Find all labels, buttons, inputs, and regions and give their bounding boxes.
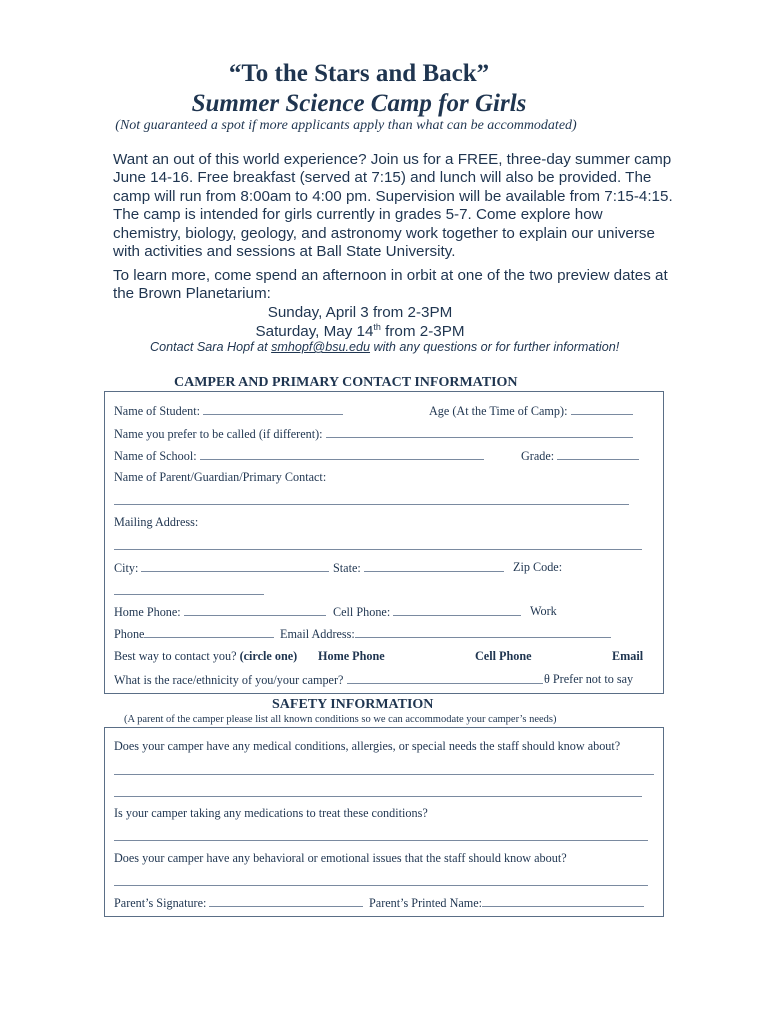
parent-name-line[interactable] xyxy=(114,504,629,505)
preview-date-1: Sunday, April 3 from 2-3PM xyxy=(267,304,453,321)
option-email[interactable]: Email xyxy=(612,649,644,663)
state-field[interactable] xyxy=(333,560,504,576)
contact-question-text: Best way to contact you? xyxy=(114,649,237,663)
grade-field[interactable] xyxy=(521,448,639,464)
work-phone-line[interactable] xyxy=(144,626,274,638)
preferred-name-label: Name you prefer to be called (if different): xyxy=(114,427,323,441)
contact-post: with any questions or for further information! xyxy=(370,340,620,354)
safety-section-heading: SAFETY INFORMATION xyxy=(272,697,434,712)
work-label: Work xyxy=(530,604,557,618)
behavioral-question: Does your camper have any behavioral or emotional issues that the staff should know about? xyxy=(114,851,567,865)
home-phone-line[interactable] xyxy=(184,604,326,616)
school-line[interactable] xyxy=(200,448,484,460)
work-phone-label: Phone xyxy=(114,627,145,641)
email-line[interactable] xyxy=(355,626,611,638)
zip-label: Zip Code: xyxy=(513,560,563,574)
home-phone-field[interactable] xyxy=(114,604,326,620)
work-phone-field[interactable] xyxy=(114,626,274,642)
learn-more-paragraph: To learn more, come spend an afternoon in orbit at one of the two preview dates at the Brown Planetarium: xyxy=(113,267,668,303)
medications-answer-line[interactable] xyxy=(114,840,648,841)
medical-question: Does your camper have any medical conditions, allergies, or special needs the staff should know about? xyxy=(114,739,621,753)
page-subtitle: Summer Science Camp for Girls xyxy=(191,90,527,117)
option-cell-phone[interactable]: Cell Phone xyxy=(475,649,532,663)
printed-name-line[interactable] xyxy=(482,895,644,907)
preferred-name-line[interactable] xyxy=(326,426,633,438)
camper-section-heading: CAMPER AND PRIMARY CONTACT INFORMATION xyxy=(174,375,518,390)
race-line[interactable] xyxy=(347,672,543,684)
medical-answer-line-2[interactable] xyxy=(114,796,642,797)
date2-sup: th xyxy=(373,322,381,332)
preview-date-2 xyxy=(0,322,720,340)
race-field[interactable] xyxy=(114,672,543,688)
school-field[interactable] xyxy=(114,448,484,464)
medical-answer-line-1[interactable] xyxy=(114,774,654,775)
prefer-not-option[interactable]: θ Prefer not to say xyxy=(544,672,634,686)
cell-phone-field[interactable] xyxy=(333,604,521,620)
signature-label: Parent’s Signature: xyxy=(114,896,207,910)
age-field[interactable] xyxy=(429,403,633,419)
email-field[interactable] xyxy=(280,626,611,642)
city-line[interactable] xyxy=(141,560,329,572)
zip-line[interactable] xyxy=(114,594,264,595)
safety-note: (A parent of the camper please list all known conditions so we can accommodate your camper’s needs) xyxy=(124,714,557,725)
safety-info-box xyxy=(104,727,664,917)
age-label: Age (At the Time of Camp): xyxy=(429,404,568,418)
contact-line xyxy=(150,340,619,354)
mailing-address-line[interactable] xyxy=(114,549,642,550)
state-label: State: xyxy=(333,561,361,575)
student-name-field[interactable] xyxy=(114,403,343,419)
circle-one-text: (circle one) xyxy=(239,649,298,663)
contact-preference-question xyxy=(114,649,297,664)
cell-phone-label: Cell Phone: xyxy=(333,605,391,619)
school-label: Name of School: xyxy=(114,449,197,463)
signature-field[interactable] xyxy=(114,895,363,911)
city-label: City: xyxy=(114,561,139,575)
grade-label: Grade: xyxy=(521,449,555,463)
preferred-name-field[interactable] xyxy=(114,426,633,442)
email-label: Email Address: xyxy=(280,627,355,641)
date2-day: Saturday, May 14 xyxy=(255,323,374,340)
behavioral-answer-line[interactable] xyxy=(114,885,648,886)
state-line[interactable] xyxy=(364,560,504,572)
date2-time: from 2-3PM xyxy=(380,323,465,340)
grade-line[interactable] xyxy=(557,448,639,460)
cell-phone-line[interactable] xyxy=(393,604,521,616)
page-title: “To the Stars and Back” xyxy=(228,60,490,87)
medications-question: Is your camper taking any medications to treat these conditions? xyxy=(114,806,428,820)
city-field[interactable] xyxy=(114,560,329,576)
student-name-line[interactable] xyxy=(203,403,343,415)
race-label: What is the race/ethnicity of you/your camper? xyxy=(114,673,344,687)
option-home-phone[interactable]: Home Phone xyxy=(318,649,385,663)
signature-line[interactable] xyxy=(209,895,363,907)
home-phone-label: Home Phone: xyxy=(114,605,181,619)
intro-paragraph: Want an out of this world experience? Join us for a FREE, three-day summer camp June 14-16. Free breakfast (served at 7:15) and lunch will also be provided. The camp will run from 8:00am to 4:00 pm. Supervision will be available from 7:15-4:15. The camp is intended for girls currently in grades 5-7. Come explore how chemistry, biology, geology, and astronomy work together to explain our universe with activities and sessions at Ball State University. xyxy=(113,151,673,261)
contact-pre: Contact Sara Hopf at xyxy=(150,340,272,354)
printed-name-field[interactable] xyxy=(369,895,644,911)
contact-email-link[interactable]: smhopf@bsu.edu xyxy=(271,340,371,354)
student-name-label: Name of Student: xyxy=(114,404,200,418)
mailing-address-label: Mailing Address: xyxy=(114,515,199,529)
parent-name-label: Name of Parent/Guardian/Primary Contact: xyxy=(114,470,327,484)
printed-name-label: Parent’s Printed Name: xyxy=(369,896,483,910)
enrollment-note: (Not guaranteed a spot if more applicants apply than what can be accommodated) xyxy=(115,118,577,133)
age-line[interactable] xyxy=(571,403,633,415)
